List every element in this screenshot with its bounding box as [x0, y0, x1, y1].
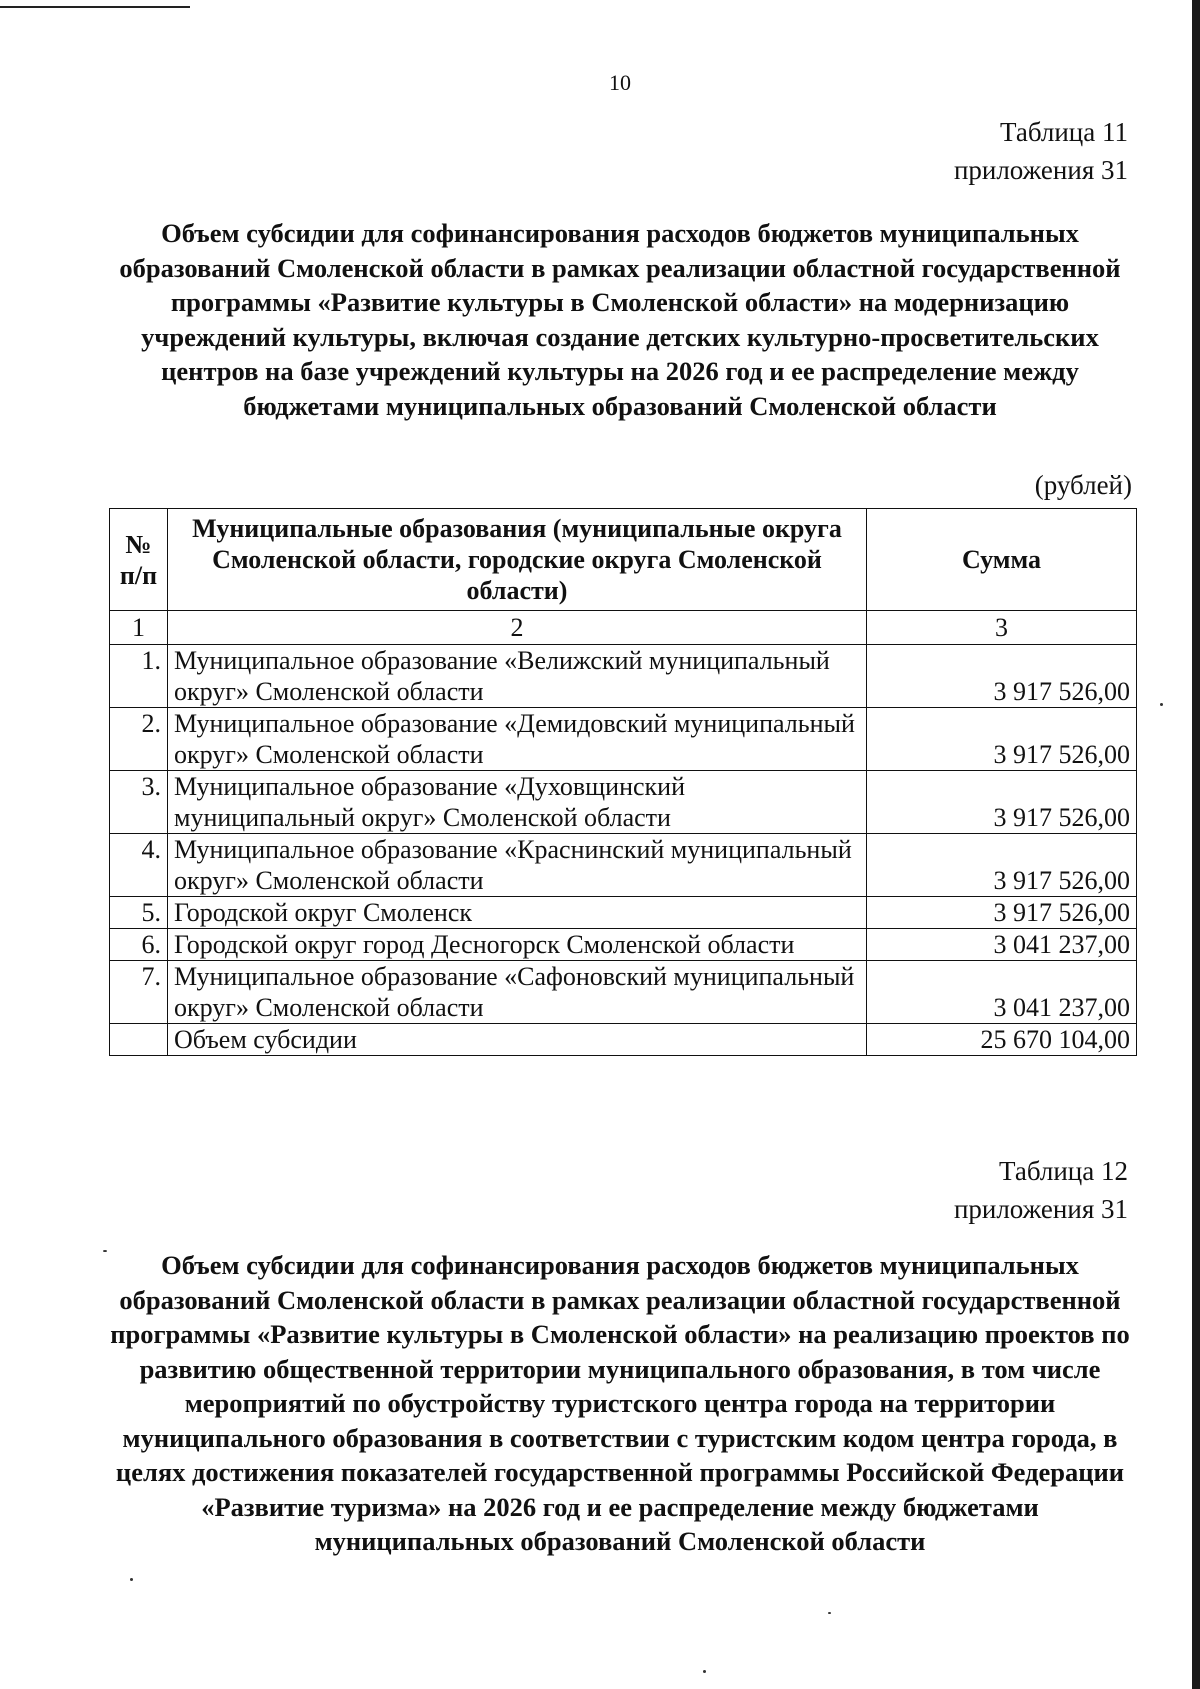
total-amount: 25 670 104,00 — [867, 1024, 1137, 1056]
scan-artifact-top-line — [0, 6, 190, 8]
table-row — [110, 961, 1137, 1024]
table-row — [110, 708, 1137, 771]
table-row — [110, 645, 1137, 708]
table12-ref-line2: приложения 31 — [953, 1194, 1128, 1224]
header-sum: Сумма — [867, 509, 1137, 611]
subsidy-amount: 3 917 526,00 — [867, 708, 1137, 771]
scan-speck — [1160, 703, 1163, 706]
table11-title: Объем субсидии для софинансирования расходов бюджетов муниципальных образований Смоленской области в рамках реализации областной государственной программы «Развитие культуры в Смоленской области» на модернизацию учреждений культуры, включая создание детских культурно-просветительских центров на базе учреждений культуры на 2026 год и ее распределение между бюджетами муниципальных образований Смоленской области — [119, 218, 1121, 421]
total-row — [110, 1024, 1137, 1056]
total-row-number — [110, 1024, 168, 1056]
subsidy-amount: 3 917 526,00 — [867, 645, 1137, 708]
subsidy-amount: 3 917 526,00 — [867, 897, 1137, 929]
table-header-row — [110, 509, 1137, 611]
row-number: 2. — [110, 708, 168, 771]
subsidy-distribution-table — [109, 508, 1137, 1056]
table-row — [110, 897, 1137, 929]
table12-ref-line1: Таблица 12 — [999, 1156, 1128, 1186]
row-number: 3. — [110, 771, 168, 834]
row-number: 4. — [110, 834, 168, 897]
row-number: 7. — [110, 961, 168, 1024]
header-municipality: Муниципальные образования (муниципальные округа Смоленской области, городские округа Смоленской области) — [168, 509, 867, 611]
subsidy-amount: 3 917 526,00 — [867, 834, 1137, 897]
currency-unit-label: (рублей) — [1034, 470, 1132, 500]
subsidy-amount: 3 041 237,00 — [867, 961, 1137, 1024]
scan-artifact-right-edge — [1192, 0, 1200, 1689]
column-index: 1 — [110, 611, 168, 645]
subsidy-amount: 3 041 237,00 — [867, 929, 1137, 961]
municipality-name: Муниципальное образование «Велижский муниципальный округ» Смоленской области — [168, 645, 867, 708]
municipality-name: Муниципальное образование «Сафоновский муниципальный округ» Смоленской области — [168, 961, 867, 1024]
table11-reference — [954, 113, 1128, 189]
table-row — [110, 834, 1137, 897]
table-row — [110, 771, 1137, 834]
column-index-row — [110, 611, 1137, 645]
scan-speck — [828, 1612, 831, 1614]
header-num: № п/п — [110, 509, 168, 611]
table11-ref-line2: приложения 31 — [953, 155, 1128, 185]
table12-reference — [954, 1152, 1128, 1228]
municipality-name: Муниципальное образование «Демидовский муниципальный округ» Смоленской области — [168, 708, 867, 771]
scan-speck — [703, 1670, 706, 1673]
table-row — [110, 929, 1137, 961]
municipality-name: Городской округ город Десногорск Смоленской области — [168, 929, 867, 961]
municipality-name: Муниципальное образование «Духовщинский муниципальный округ» Смоленской области — [168, 771, 867, 834]
table12-title: Объем субсидии для софинансирования расходов бюджетов муниципальных образований Смоленской области в рамках реализации областной государственной программы «Развитие культуры в Смоленской области» на реализацию проектов по развитию общественной территории муниципального образования, в том числе мероприятий по обустройству туристского центра города на территории муниципального образования в соответствии с туристским кодом центра города, в целях достижения показателей государственной программы Российской Федерации «Развитие туризма» на 2026 год и ее распределение между бюджетами муниципальных образований Смоленской области — [110, 1250, 1130, 1556]
subsidy-amount: 3 917 526,00 — [867, 771, 1137, 834]
total-label: Объем субсидии — [168, 1024, 867, 1056]
page-number: 10 — [609, 70, 631, 95]
row-number: 6. — [110, 929, 168, 961]
table11-ref-line1: Таблица 11 — [1000, 117, 1128, 147]
scan-speck — [130, 1578, 133, 1581]
column-index: 2 — [168, 611, 867, 645]
column-index: 3 — [867, 611, 1137, 645]
municipality-name: Муниципальное образование «Краснинский муниципальный округ» Смоленской области — [168, 834, 867, 897]
municipality-name: Городской округ Смоленск — [168, 897, 867, 929]
row-number: 5. — [110, 897, 168, 929]
row-number: 1. — [110, 645, 168, 708]
